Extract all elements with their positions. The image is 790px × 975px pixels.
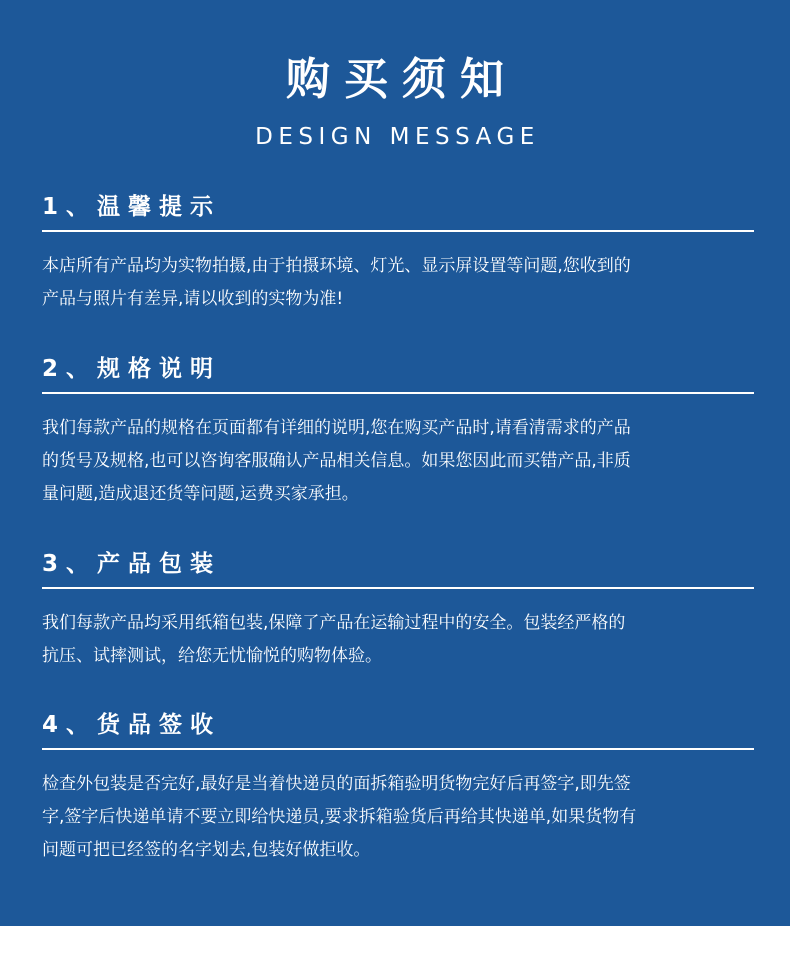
body-line: 检查外包装是否完好,最好是当着快递员的面拆箱验明货物完好后再签字,即先签 bbox=[42, 774, 631, 794]
section-divider bbox=[42, 392, 754, 394]
section-body bbox=[42, 250, 760, 316]
section-body bbox=[42, 607, 760, 673]
body-line: 我们每款产品均采用纸箱包装,保障了产品在运输过程中的安全。包装经严格的 bbox=[42, 613, 626, 633]
section-heading: 2、规格说明 bbox=[42, 356, 222, 382]
page-title: 购买须知 bbox=[286, 54, 518, 105]
body-line: 产品与照片有差异,请以收到的实物为准! bbox=[42, 289, 344, 309]
body-line: 量问题,造成退还货等问题,运费买家承担。 bbox=[42, 484, 359, 504]
section-body bbox=[42, 768, 760, 867]
body-line: 字,签字后快递单请不要立即给快递员,要求拆箱验货后再给其快递单,如果货物有 bbox=[42, 807, 637, 827]
section-body bbox=[42, 412, 760, 511]
section-receipt bbox=[42, 710, 754, 860]
section-specs bbox=[42, 354, 754, 504]
section-heading: 3、产品包装 bbox=[42, 551, 222, 577]
body-line: 本店所有产品均为实物拍摄,由于拍摄环境、灯光、显示屏设置等问题,您收到的 bbox=[42, 256, 631, 276]
section-divider bbox=[42, 587, 754, 589]
section-divider bbox=[42, 748, 754, 750]
section-packaging bbox=[42, 549, 754, 666]
section-heading: 1、温馨提示 bbox=[42, 194, 222, 220]
body-line: 我们每款产品的规格在页面都有详细的说明,您在购买产品时,请看清需求的产品 bbox=[42, 418, 631, 438]
body-line: 问题可把已经签的名字划去,包装好做拒收。 bbox=[42, 840, 371, 860]
section-tips bbox=[42, 192, 754, 309]
section-heading: 4、货品签收 bbox=[42, 712, 222, 738]
page-subtitle: DESIGN MESSAGE bbox=[255, 124, 540, 150]
body-line: 的货号及规格,也可以咨询客服确认产品相关信息。如果您因此而买错产品,非质 bbox=[42, 451, 631, 471]
body-line: 抗压、试摔测试，给您无忧愉悦的购物体验。 bbox=[42, 646, 382, 666]
section-divider bbox=[42, 230, 754, 232]
